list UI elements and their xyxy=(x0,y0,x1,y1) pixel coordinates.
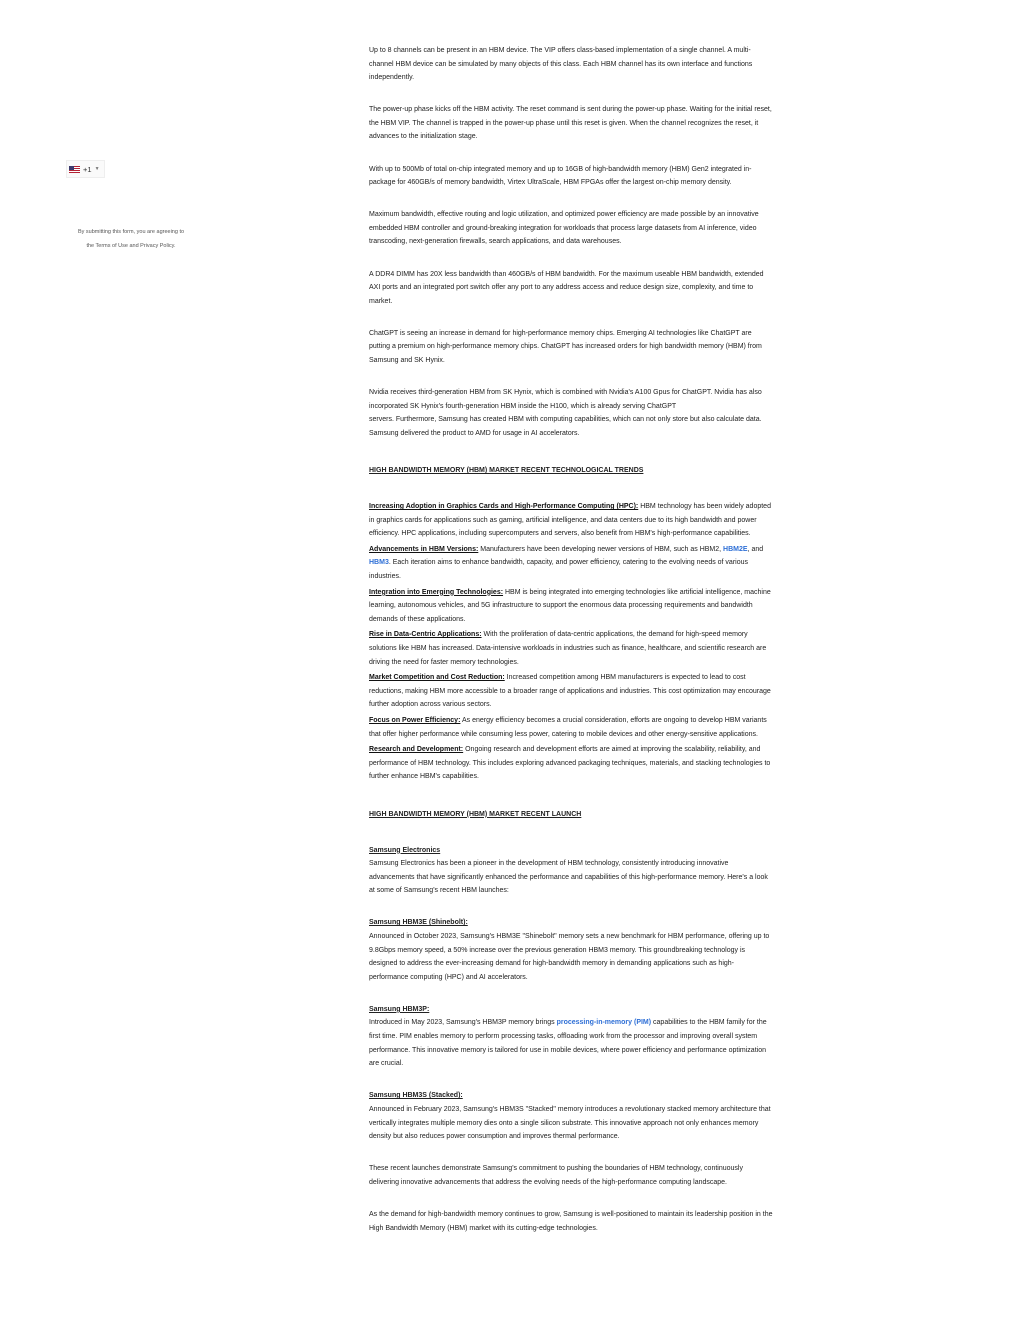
paragraph: A DDR4 DIMM has 20X less bandwidth than 460GB/s of HBM bandwidth. For the maximum useable HBM bandwidth, extended AXI ports and an integrated port switch offer any port to any address access and reduce design size, complexity, and time to market. xyxy=(369,270,764,305)
paragraph: Samsung Electronics has been a pioneer in the development of HBM technology, consistently introducing innovative advancements that have significantly enhanced the performance and capabilities of this high-performance memory. Here's a look at some of Samsung's recent HBM launches: xyxy=(369,860,768,895)
paragraph: With up to 500Mb of total on-chip integrated memory and up to 16GB of high-bandwidth memory (HBM) Gen2 integrated in-package for 460GB/s of memory bandwidth, Virtex UltraScale, HBM FPGAs offer the largest on-chip memory density. xyxy=(369,165,752,187)
chevron-down-icon: ▼ xyxy=(94,166,100,172)
trend-item xyxy=(369,743,773,784)
phone-country-code: +1 xyxy=(83,164,92,174)
phone-country-selector[interactable] xyxy=(66,160,105,178)
trend-text: As energy efficiency becomes a crucial consideration, efforts are ongoing to develop HBM variants that offer higher performance while consuming less power, catering to mobile devices and other energy-sensitive applications. xyxy=(369,716,767,738)
subheading-samsung: Samsung Electronics xyxy=(369,846,441,854)
trend-text: HBM is being integrated into emerging technologies like artificial intelligence, machine learning, autonomous vehicles, and 5G infrastructure to support the enormous data processing requirements and bandwidth demands of these applications. xyxy=(369,588,771,623)
paragraph: These recent launches demonstrate Samsung's commitment to pushing the boundaries of HBM technology, continuously delivering innovative advancements that address the evolving needs of the high-performance computing landscape. xyxy=(369,1165,743,1186)
hbm2e-link[interactable]: HBM2E xyxy=(723,545,748,553)
trend-text: , and xyxy=(747,545,764,553)
trend-text: With the proliferation of data-centric applications, the demand for high-speed memory solutions like HBM has increased. Data-intensive workloads in industries such as finance, healthcare, and scientific research are driving the need for faster memory technologies. xyxy=(369,631,767,666)
trend-title: Increasing Adoption in Graphics Cards and High-Performance Computing (HPC): xyxy=(369,503,639,511)
paragraph: Announced in February 2023, Samsung's HBM3S "Stacked" memory introduces a revolutionary stacked memory architecture that vertically integrates multiple memory dies onto a single silicon substrate. This innovative approach not only enhances memory density but also reduces power consumption and improves thermal performance. xyxy=(369,1105,771,1141)
subheading-hbm3e: Samsung HBM3E (Shinebolt): xyxy=(369,919,468,927)
trend-item xyxy=(369,628,773,669)
trend-item xyxy=(369,500,773,541)
nvidia-text-1: Nvidia receives third-generation HBM from SK Hynix, which is combined with Nvidia's A100 Gpus for ChatGPT. Nvidia has also incorporated SK Hynix's fourth-generation HBM inside the H100, which is already serving ChatGPT xyxy=(369,389,762,410)
trend-item xyxy=(369,714,773,741)
trend-text: Manufacturers have been developing newer versions of HBM, such as HBM2, xyxy=(478,545,724,553)
trend-title: Focus on Power Efficiency: xyxy=(369,716,461,724)
paragraph: Up to 8 channels can be present in an HBM device. The VIP offers class-based implementation of a single channel. A multi-channel HBM device can be simulated by many objects of this class. Each HBM channel has its own interface and functions independently. xyxy=(369,47,753,82)
paragraph: Maximum bandwidth, effective routing and logic utilization, and optimized power efficiency are made possible by an innovative embedded HBM controller and ground-breaking integration for workloads that process large datasets from AI inference, video transcoding, next-generation firewalls, search applications, and data warehouses. xyxy=(369,211,759,246)
hbm3-link[interactable]: HBM3 xyxy=(369,559,389,567)
trend-text: Increased competition among HBM manufacturers is expected to lead to cost reductions, making HBM more accessible to a broader range of applications and industries. This cost optimization may encourage further adoption across various sectors. xyxy=(369,674,771,709)
paragraph-nvidia xyxy=(369,386,773,440)
trend-text: HBM technology has been widely adopted in graphics cards for applications such as gaming, artificial intelligence, and data centers due to its high bandwidth and power efficiency. HPC applications, including supercomputers and servers, also benefit from HBM's high-performance capabilities. xyxy=(369,503,771,538)
trend-text: Ongoing research and development efforts are aimed at improving the scalability, reliability, and performance of HBM technology. This includes exploring advanced packaging techniques, materials, and stacking technologies to further enhance HBM's capabilities. xyxy=(369,746,771,781)
paragraph: ChatGPT is seeing an increase in demand for high-performance memory chips. Emerging AI technologies like ChatGPT are putting a premium on high-performance memory chips. ChatGPT has increased orders for high bandwidth memory (HBM) from Samsung and SK Hynix. xyxy=(369,329,762,364)
section-heading-launch: HIGH BANDWIDTH MEMORY (HBM) MARKET RECENT LAUNCH xyxy=(369,810,582,818)
consent-notice xyxy=(66,226,196,253)
nvidia-text-2: servers. Furthermore, Samsung has created HBM with computing capabilities, which can not only store but also calculate data. Samsung delivered the product to AMD for usage in AI accelerators. xyxy=(369,416,762,437)
paragraph-hbm3p xyxy=(369,1016,773,1070)
paragraph-text: capabilities to the HBM family for the first time. PIM enables memory to perform processing tasks, offloading work from the processor and improving overall system performance. This innovative memory is tailored for use in mobile devices, where power efficiency and performance optimization are crucial. xyxy=(369,1019,767,1068)
pim-link[interactable]: processing-in-memory (PIM) xyxy=(556,1019,652,1027)
article-body xyxy=(369,44,773,1235)
consent-line-1: By submitting this form, you are agreeing to xyxy=(77,229,185,235)
paragraph-text: Introduced in May 2023, Samsung's HBM3P memory brings xyxy=(369,1019,557,1027)
consent-line-2: the Terms of Use and Privacy Policy. xyxy=(86,242,176,249)
trend-item xyxy=(369,586,773,627)
paragraph: Announced in October 2023, Samsung's HBM3E "Shinebolt" memory sets a new benchmark for HBM performance, offering up to 9.8Gbps memory speed, a 50% increase over the previous generation HBM3 memory. This groundbreaking technology is designed to address the ever-increasing demand for high-bandwidth memory in demanding applications such as high-performance computing (HPC) and AI accelerators. xyxy=(369,933,770,981)
trend-item-versions xyxy=(369,543,773,584)
trend-title: Market Competition and Cost Reduction: xyxy=(369,674,505,682)
trend-title: Research and Development: xyxy=(369,746,464,754)
paragraph: The power-up phase kicks off the HBM activity. The reset command is sent during the power-up phase. Waiting for the initial reset, the HBM VIP. The channel is trapped in the power-up phase until this reset is given. When the channel recognizes the reset, it advances to the initialization stage. xyxy=(369,106,772,141)
paragraph: As the demand for high-bandwidth memory continues to grow, Samsung is well-positioned to maintain its leadership position in the High Bandwidth Memory (HBM) market with its cutting-edge technologies. xyxy=(369,1210,773,1232)
us-flag-icon xyxy=(69,166,80,173)
section-heading-trends: HIGH BANDWIDTH MEMORY (HBM) MARKET RECENT TECHNOLOGICAL TRENDS xyxy=(369,467,644,475)
trend-text: . Each iteration aims to enhance bandwidth, capacity, and power efficiency, catering to the evolving needs of various industries. xyxy=(369,559,749,581)
subheading-hbm3s: Samsung HBM3S (Stacked): xyxy=(369,1092,463,1100)
trend-title: Integration into Emerging Technologies: xyxy=(369,588,504,596)
trend-item xyxy=(369,671,773,712)
trend-title: Rise in Data-Centric Applications: xyxy=(369,631,482,639)
trend-title: Advancements in HBM Versions: xyxy=(369,545,479,553)
subheading-hbm3p: Samsung HBM3P: xyxy=(369,1005,430,1013)
